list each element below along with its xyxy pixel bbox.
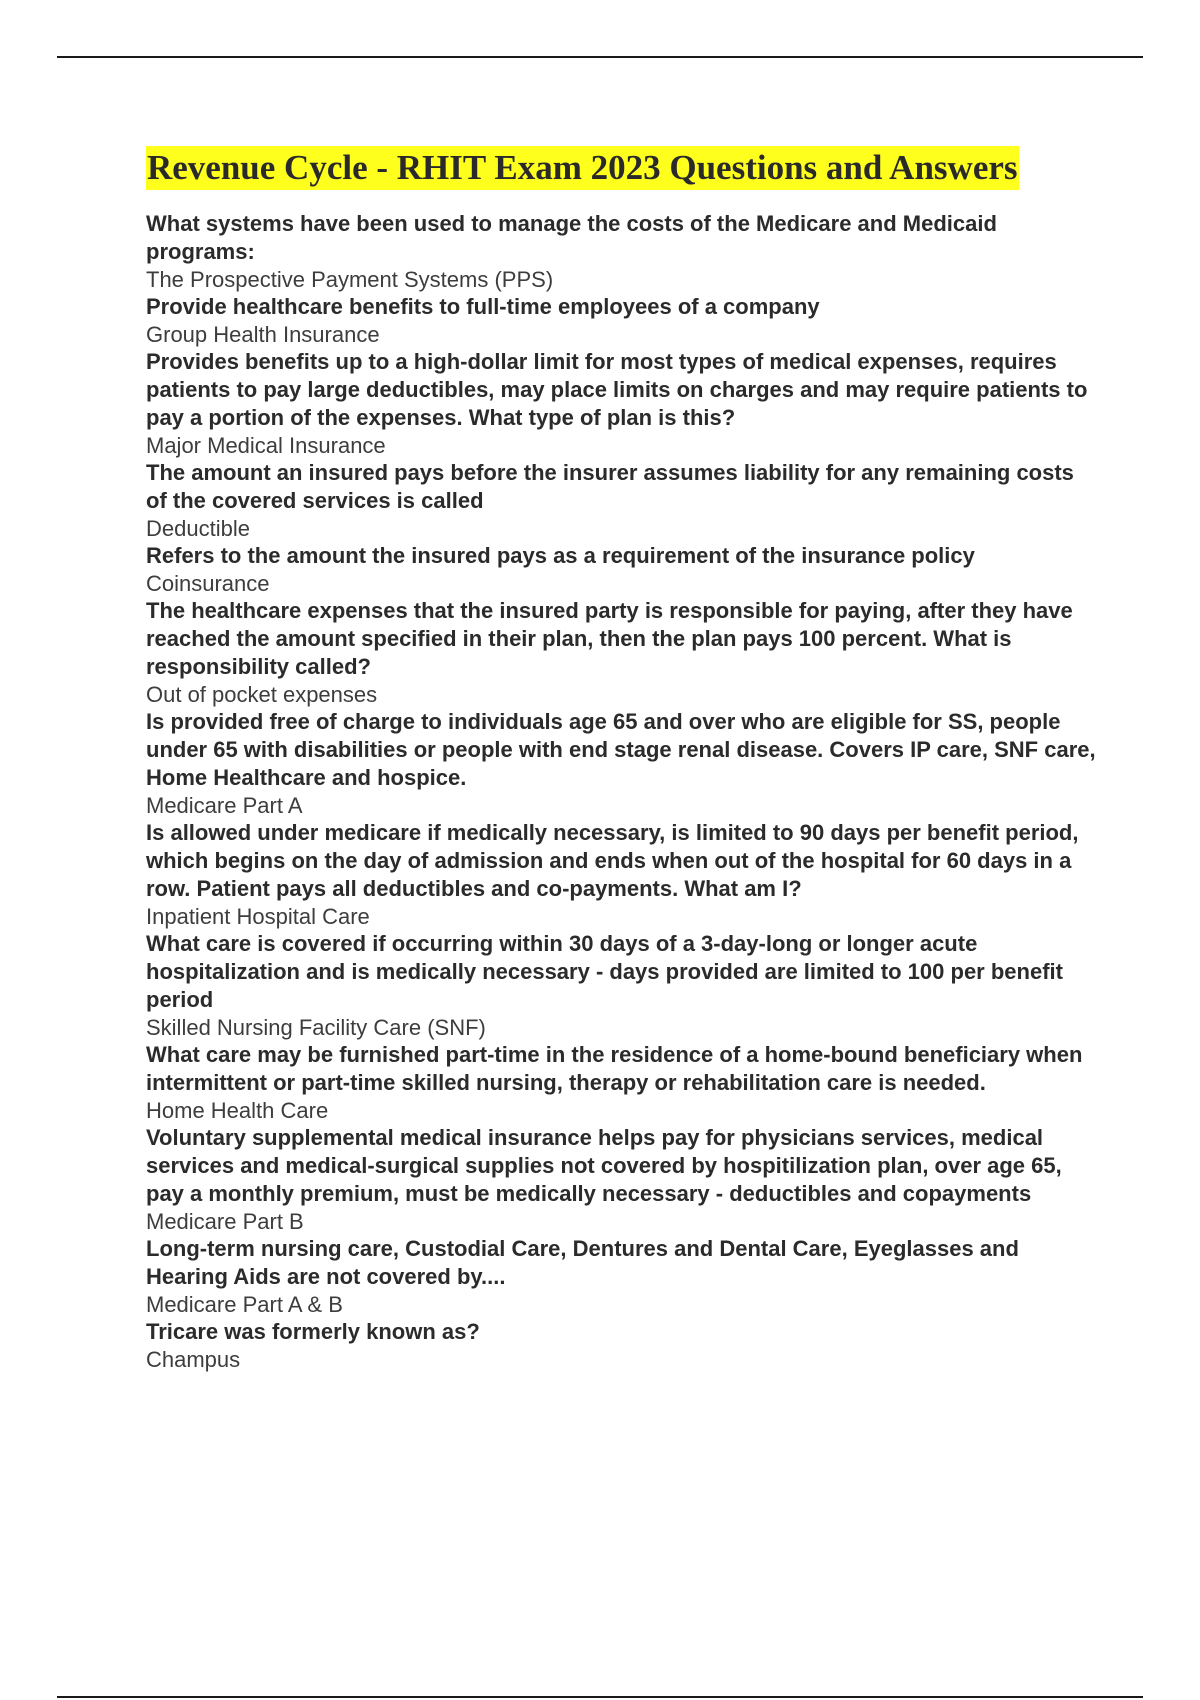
answer-text: Home Health Care	[146, 1098, 329, 1123]
answer-text: Out of pocket expenses	[146, 682, 378, 707]
answer-text: Medicare Part B	[146, 1209, 304, 1234]
question-text: Refers to the amount the insured pays as a requirement of the insurance policy	[146, 543, 975, 568]
answer-text: Skilled Nursing Facility Care (SNF)	[146, 1015, 486, 1040]
answer-text: Medicare Part A & B	[146, 1292, 343, 1317]
question-text: Is allowed under medicare if medically necessary, is limited to 90 days per benefit period, which begins on the day of admission and ends when out of the hospital for 60 days in a row. Patient pays all deductibles and co-payments. What am I?	[146, 820, 1079, 901]
question-text: Tricare was formerly known as?	[146, 1319, 480, 1344]
question-text: What systems have been used to manage the costs of the Medicare and Medicaid programs:	[146, 211, 997, 264]
question-text: Voluntary supplemental medical insurance helps pay for physicians services, medical services and medical-surgical supplies not covered by hospitilization plan, over age 65, pay a monthly premium, must be medically necessary - deductibles and copayments	[146, 1125, 1062, 1206]
question-text: Long-term nursing care, Custodial Care, Dentures and Dental Care, Eyeglasses and Hearing Aids are not covered by....	[146, 1236, 1019, 1289]
answer-text: Deductible	[146, 516, 250, 541]
question-text: The healthcare expenses that the insured party is responsible for paying, after they have reached the amount specified in their plan, then the plan pays 100 percent. What is responsibility called?	[146, 598, 1073, 679]
question-text: Provide healthcare benefits to full-time employees of a company	[146, 294, 820, 319]
document-page	[146, 146, 1096, 1373]
answer-text: Group Health Insurance	[146, 322, 380, 347]
answer-text: Medicare Part A	[146, 793, 303, 818]
question-text: What care is covered if occurring within 30 days of a 3-day-long or longer acute hospitalization and is medically necessary - days provided are limited to 100 per benefit period	[146, 931, 1063, 1012]
answer-text: Coinsurance	[146, 571, 270, 596]
answer-text: Inpatient Hospital Care	[146, 904, 370, 929]
question-text: The amount an insured pays before the insurer assumes liability for any remaining costs of the covered services is called	[146, 460, 1074, 513]
top-divider	[57, 56, 1143, 58]
answer-text: The Prospective Payment Systems (PPS)	[146, 267, 554, 292]
question-text: What care may be furnished part-time in the residence of a home-bound beneficiary when intermittent or part-time skilled nursing, therapy or rehabilitation care is needed.	[146, 1042, 1083, 1095]
bottom-divider	[57, 1696, 1143, 1698]
qa-list	[146, 210, 1096, 1373]
question-text: Provides benefits up to a high-dollar limit for most types of medical expenses, requires patients to pay large deductibles, may place limits on charges and may require patients to pay a portion of the expenses. What type of plan is this?	[146, 349, 1088, 430]
answer-text: Major Medical Insurance	[146, 433, 386, 458]
question-text: Is provided free of charge to individuals age 65 and over who are eligible for SS, people under 65 with disabilities or people with end stage renal disease. Covers IP care, SNF care, Home Healthcare and hospice.	[146, 709, 1096, 790]
document-title: Revenue Cycle - RHIT Exam 2023 Questions and Answers	[146, 146, 1019, 190]
answer-text: Champus	[146, 1347, 241, 1372]
